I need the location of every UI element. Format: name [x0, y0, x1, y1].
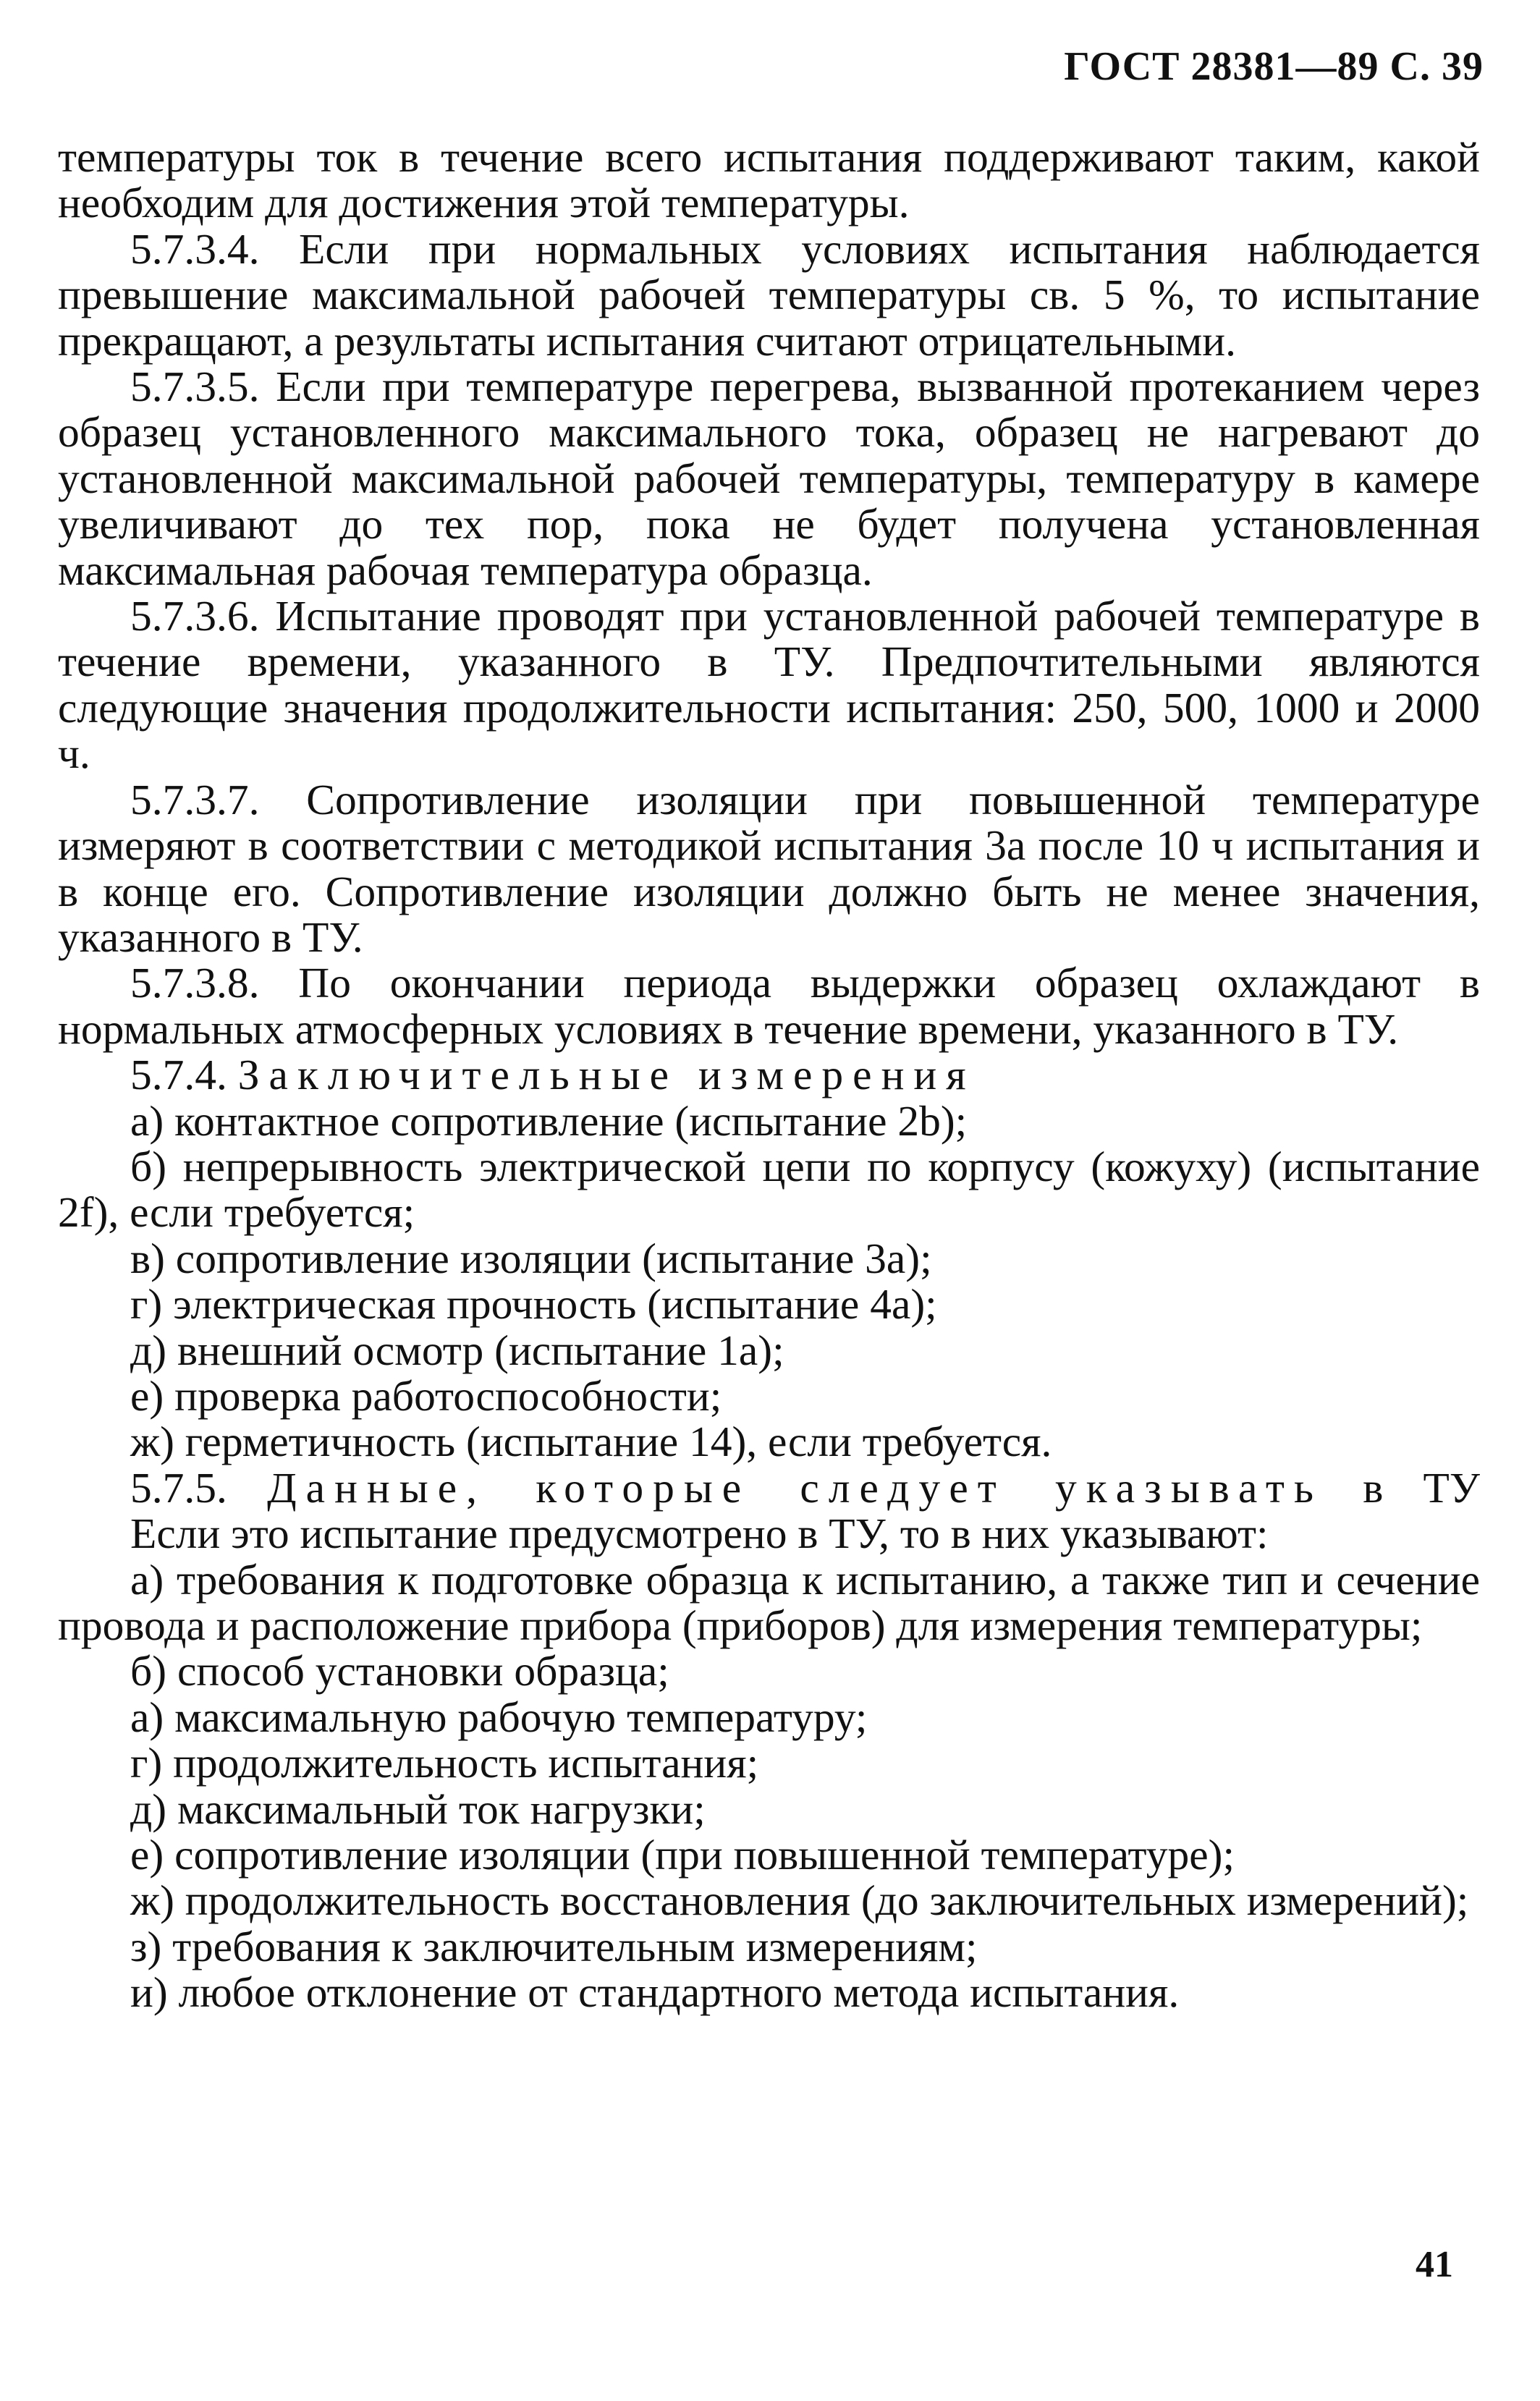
- paragraph-5-7-3-8: 5.7.3.8. По окончании периода выдержки образец охлаждают в нормальных атмосферных условиях в течение времени, указанного в ТУ.: [58, 959, 1480, 1053]
- list-item: в) сопротивление изоляции (испытание 3а);: [130, 1234, 932, 1282]
- document-body: [58, 135, 1480, 2016]
- page-number: 41: [1416, 2244, 1453, 2285]
- list-item: г) электрическая прочность (испытание 4а);: [130, 1280, 937, 1329]
- standard-number: ГОСТ 28381—89: [1064, 44, 1379, 89]
- list-item: ж) продолжительность восстановления (до заключительных измерений);: [130, 1876, 1469, 1925]
- list-item: е) проверка работоспособности;: [130, 1371, 722, 1420]
- list-item: б) непрерывность электрической цепи по корпусу (кожуху) (испытание 2f), если требуется;: [58, 1142, 1480, 1237]
- page-label: С. 39: [1389, 44, 1484, 89]
- list-item: е) сопротивление изоляции (при повышенной температуре);: [130, 1831, 1235, 1879]
- section-title: Данные, которые следует указывать: [267, 1463, 1323, 1512]
- section-title-tail: в ТУ: [1363, 1463, 1480, 1512]
- list-item: ж) герметичность (испытание 14), если требуется.: [130, 1418, 1052, 1466]
- list-item: б) способ установки образца;: [130, 1647, 669, 1695]
- paragraph-5-7-3-5: 5.7.3.5. Если при температуре перегрева, вызванной протеканием через образец установленного максимального тока, образец не нагревают до установленной максимальной рабочей температуры, температуру в камере увеличивают до тех пор, пока не будет получена установленная максимальная рабочая температура образца.: [58, 363, 1480, 594]
- section-heading-5-7-4: [58, 1052, 1480, 1098]
- section-number: 5.7.4.: [130, 1051, 227, 1099]
- paragraph-5-7-3-4: 5.7.3.4. Если при нормальных условиях испытания наблюдается превышение максимальной рабочей температуры св. 5 %, то испытание прекращают, а результаты испытания считают отрицательными.: [58, 224, 1480, 365]
- paragraph: температуры ток в течение всего испытания поддерживают таким, какой необходим для достижения этой температуры.: [58, 133, 1480, 227]
- page-header: [1064, 43, 1484, 90]
- list-item: д) внешний осмотр (испытание 1а);: [130, 1326, 784, 1374]
- list-item: а) требования к подготовке образца к испытанию, а также тип и сечение провода и расположение прибора (приборов) для измерения температуры;: [58, 1555, 1480, 1649]
- list-item: и) любое отклонение от стандартного метода испытания.: [130, 1968, 1180, 2017]
- list-item: а) контактное сопротивление (испытание 2b);: [130, 1096, 968, 1145]
- list-item: а) максимальную рабочую температуру;: [130, 1693, 868, 1741]
- paragraph: Если это испытание предусмотрено в ТУ, то в них указывают:: [130, 1509, 1269, 1558]
- list-item: г) продолжительность испытания;: [130, 1739, 759, 1787]
- paragraph-5-7-3-7: 5.7.3.7. Сопротивление изоляции при повышенной температуре измеряют в соответствии с методикой испытания 3а после 10 ч испытания и в конце его. Сопротивление изоляции должно быть не менее значения, указанного в ТУ.: [58, 775, 1480, 961]
- list-item: з) требования к заключительным измерениям;: [130, 1922, 978, 1970]
- list-item: д) максимальный ток нагрузки;: [130, 1784, 706, 1833]
- section-heading-5-7-5: [58, 1465, 1480, 1511]
- paragraph-5-7-3-6: 5.7.3.6. Испытание проводят при установленной рабочей температуре в течение времени, указанного в ТУ. Предпочтительными являются следующие значения продолжительности испытания: 250, 500, 1000 и 2000 ч.: [58, 592, 1480, 778]
- section-title: Заключительные измерения: [237, 1051, 976, 1099]
- section-number: 5.7.5.: [130, 1463, 227, 1512]
